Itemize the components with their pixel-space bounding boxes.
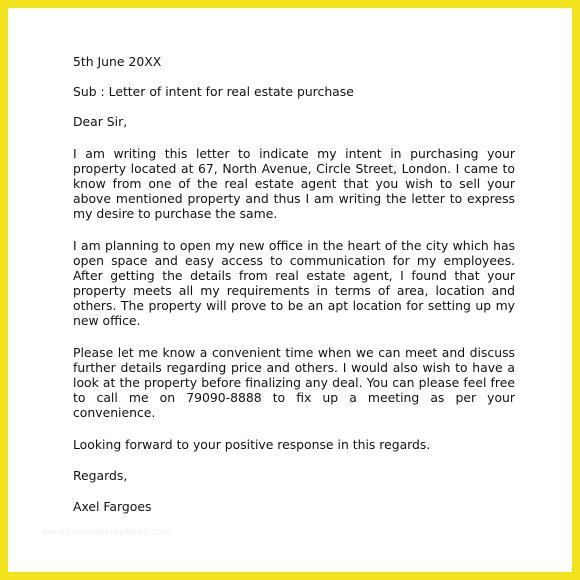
- letter-subject: Sub : Letter of intent for real estate purchase: [73, 84, 354, 99]
- letter-closing-line: Looking forward to your positive response in this regards.: [73, 437, 431, 452]
- letter-signature-name: Axel Fargoes: [73, 499, 152, 514]
- letter-paragraph-3: Please let me know a convenient time when we can meet and discuss further details regarding price and others. I would also wish to have a look at the property before finalizing any deal. You can please feel free to call me on 79090-8888 to fix up a meeting as per your convenience.: [73, 345, 515, 420]
- letter-body: [73, 54, 515, 514]
- watermark: www.sampletemplates.com: [42, 528, 171, 538]
- letter-sign-off: Regards,: [73, 468, 128, 483]
- letter-salutation: Dear Sir,: [73, 114, 128, 129]
- letter-paragraph-2: I am planning to open my new office in the heart of the city which has open space and easy access to communication for my employees. After getting the details from real estate agent, I found that your property meets all my requirements in terms of area, location and others. The property will prove to be an apt location for setting up my new office.: [73, 238, 515, 328]
- letter-date: 5th June 20XX: [73, 54, 162, 69]
- letter-paragraph-1: I am writing this letter to indicate my intent in purchasing your property located at 67, North Avenue, Circle Street, London. I came to know from one of the real estate agent that you wish to sell your above mentioned property and thus I am writing the letter to express my desire to purchase the same.: [73, 146, 515, 221]
- letter-page: [8, 8, 572, 572]
